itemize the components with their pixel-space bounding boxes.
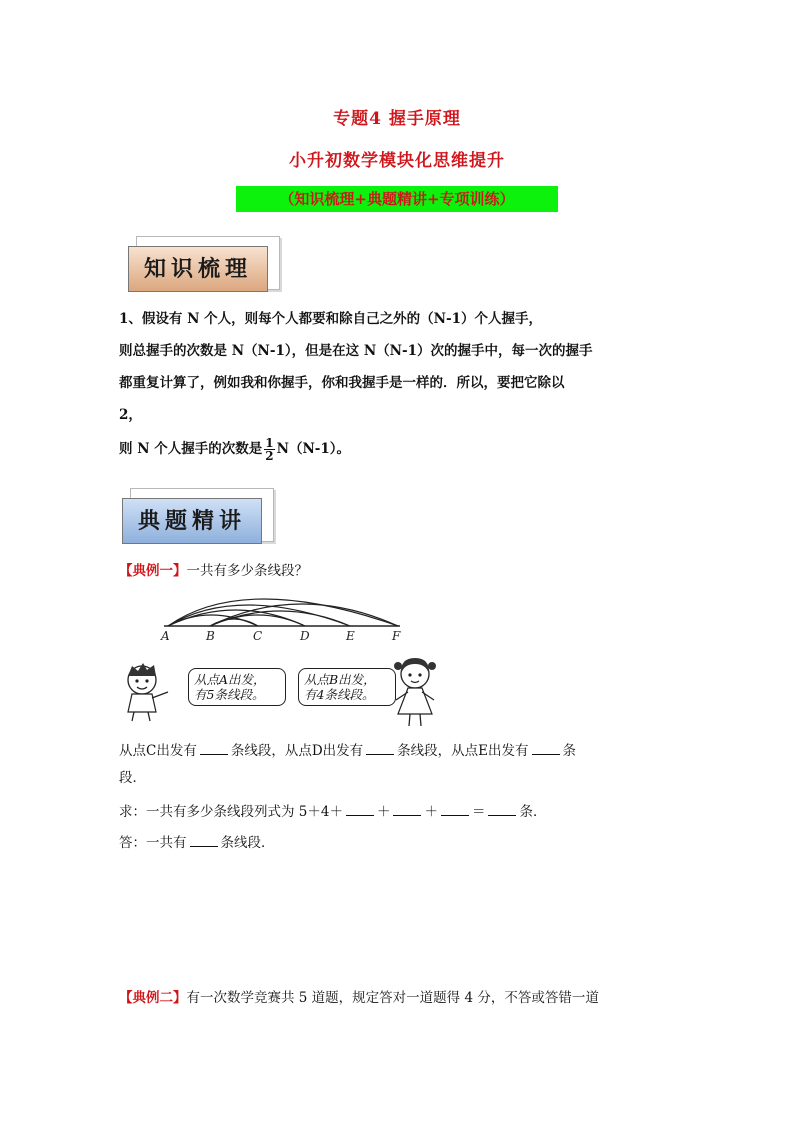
- example1-heading: [119, 561, 308, 581]
- page-title: 专题4 握手原理: [333, 109, 461, 129]
- knowledge-line-5: [119, 437, 679, 462]
- example1-answer-line: [119, 832, 275, 853]
- page-subtitle: 小升初数学模块化思维提升: [289, 151, 505, 171]
- fraction-denominator: 2: [265, 449, 274, 463]
- blank-solve-2[interactable]: [393, 801, 421, 816]
- point-label-e: E: [346, 629, 355, 643]
- point-label-b: B: [206, 629, 215, 643]
- knowledge-line-2: 则总握手的次数是 N（N-1），但是在这 N（N-1）次的握手中，每一次的握手: [119, 343, 593, 359]
- bubble-line-2: 有5条线段。: [194, 687, 265, 702]
- boy-illustration: [116, 660, 178, 722]
- blank-solve-total[interactable]: [488, 801, 516, 816]
- point-label-a: A: [161, 629, 170, 643]
- q-part-1: 从点C出发有: [119, 743, 197, 759]
- example2-heading: [119, 988, 689, 1008]
- section-banner-knowledge: [128, 236, 274, 288]
- example1-question: 一共有多少条线段？: [186, 563, 308, 579]
- solve-suffix: 条．: [519, 804, 547, 820]
- knowledge-line-1: 1、假设有 N 个人，则每个人都要和除自己之外的（N-1）个人握手，: [119, 311, 542, 327]
- equals-sign: ＝: [471, 804, 486, 820]
- plus-sign-2: ＋: [424, 804, 438, 820]
- banner-label: 典题精讲: [122, 498, 262, 544]
- line-segment-figure: [150, 582, 420, 644]
- fraction-numerator: 1: [265, 436, 274, 450]
- point-label-f: F: [392, 629, 401, 643]
- blank-solve-3[interactable]: [441, 801, 469, 816]
- speech-bubble-girl: [298, 668, 396, 706]
- page-tagline: （知识梳理+典题精讲+专项训练）: [236, 186, 558, 212]
- arc-b-c: [210, 619, 258, 626]
- point-label-c: C: [253, 629, 263, 643]
- solve-prefix: 求：一共有多少条线段列式为 5＋4＋: [119, 804, 343, 820]
- bubble-line-2: 有4条线段。: [304, 687, 375, 702]
- q-part-3: 条线段，从点E出发有: [397, 743, 529, 759]
- knowledge-line-4: 2，: [119, 407, 142, 423]
- arc-b-f: [210, 604, 398, 626]
- blank-e[interactable]: [532, 740, 560, 755]
- bubble-line-1: 从点A出发，: [194, 672, 266, 687]
- girl-illustration: [390, 654, 440, 728]
- example1-solve-line: [119, 801, 546, 822]
- bubble-line-1: 从点B出发，: [304, 672, 376, 687]
- formula-prefix: 则 N 个人握手的次数是: [119, 441, 263, 457]
- q-part-2: 条线段，从点D出发有: [230, 743, 364, 759]
- blank-d[interactable]: [366, 740, 394, 755]
- blank-c[interactable]: [200, 740, 228, 755]
- q-part-4: 条: [562, 743, 577, 759]
- example1-label: 【典例一】: [119, 563, 187, 579]
- arc-a-f: [168, 599, 398, 626]
- section-banner-examples: [122, 488, 268, 540]
- banner-label: 知识梳理: [128, 246, 268, 292]
- answer-suffix: 条线段．: [220, 835, 275, 851]
- example1-fill-in-line-cont: 段．: [119, 770, 146, 786]
- formula-suffix: N（N-1）。: [276, 441, 351, 457]
- answer-prefix: 答：一共有: [119, 835, 187, 851]
- knowledge-line-3: 都重复计算了，例如我和你握手，你和我握手是一样的．所以，要把它除以: [119, 375, 565, 391]
- fraction-one-half: [264, 437, 274, 462]
- plus-sign-1: ＋: [376, 804, 391, 820]
- example2-text: 有一次数学竞赛共 5 道题，规定答对一道题得 4 分，不答或答错一道: [186, 990, 599, 1006]
- blank-answer[interactable]: [190, 832, 218, 847]
- point-label-d: D: [300, 629, 310, 643]
- example1-fill-in-line: [119, 740, 689, 761]
- blank-solve-1[interactable]: [346, 801, 374, 816]
- example2-label: 【典例二】: [119, 990, 187, 1006]
- speech-bubble-boy: [188, 668, 286, 706]
